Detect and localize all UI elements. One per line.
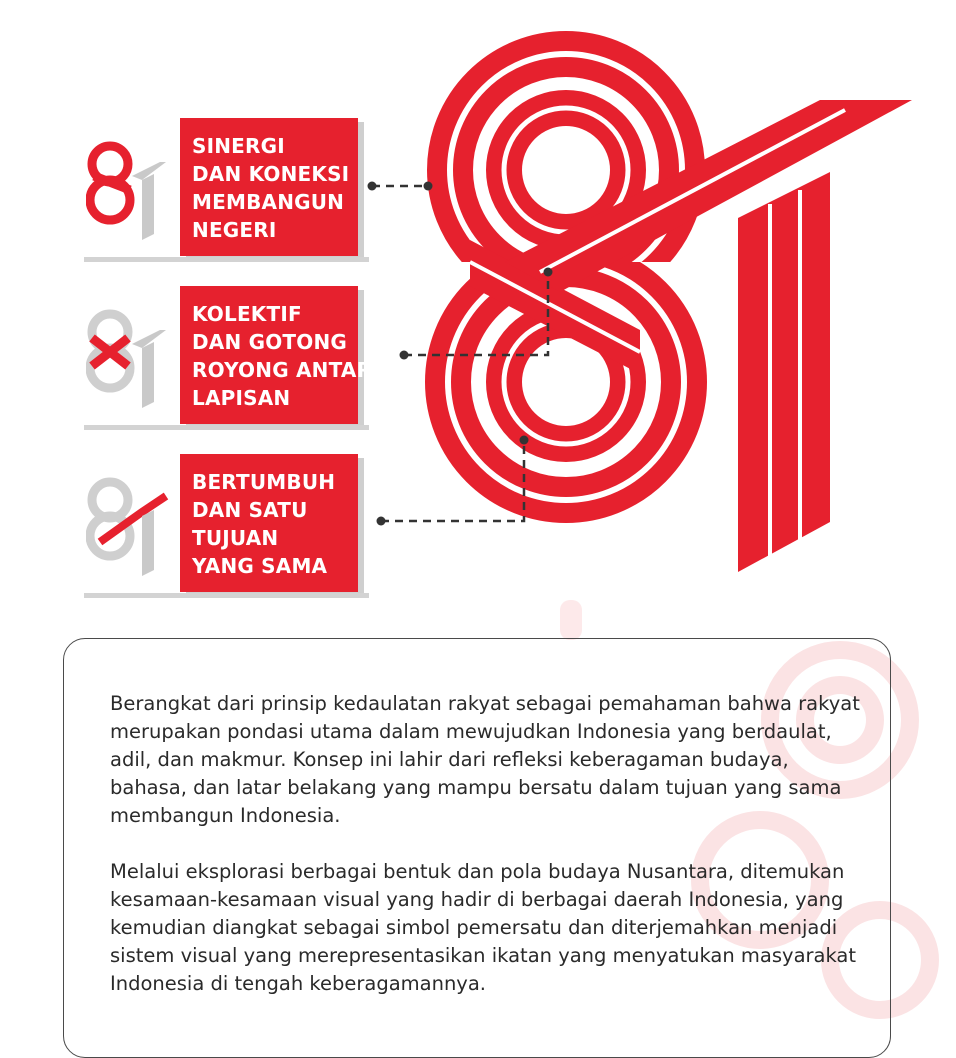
label-line: TUJUAN [192,526,279,550]
section-sinergi [84,118,404,268]
label-line: ROYONG ANTAR [192,358,373,382]
label-box-bertumbuh [180,454,358,592]
label-line: BERTUMBUH [192,470,336,494]
mini-81-bertumbuh-icon [86,472,172,582]
section-kolektif [84,286,404,436]
description-paragraph-2: Melalui eksplorasi berbagai bentuk dan pola budaya Nusantara, ditemukan kesamaan-kesamaan visual yang hadir di berbagai daerah Indonesia, yang kemudian diangkat sebagai simbol pemersatu dan diterjemahkan menjadi sistem visual yang merepresentasikan ikatan yang menyatukan masyarakat Indonesia di tengah keberagamannya. [110,860,857,995]
section-bertumbuh [84,454,404,604]
divider [84,425,369,430]
label-box-sinergi [180,118,358,256]
label-line: NEGERI [192,218,277,242]
label-line: YANG SAMA [192,554,328,578]
label-line: SINERGI [192,134,285,158]
label-text-kolektif [192,300,372,412]
label-line: KOLEKTIF [192,302,302,326]
divider [84,593,369,598]
label-text-sinergi [192,132,349,244]
label-line: LAPISAN [192,386,291,410]
label-line: MEMBANGUN [192,190,345,214]
mini-81-kolektif-icon [86,304,172,414]
label-line: DAN KONEKSI [192,162,350,186]
description-paragraph-1: Berangkat dari prinsip kedaulatan rakyat sebagai pemahaman bahwa rakyat merupakan pondasi utama dalam mewujudkan Indonesia yang berdaulat, adil, dan makmur. Konsep ini lahir dari refleksi keberagaman budaya, bahasa, dan latar belakang yang mampu bersatu dalam tujuan yang sama membangun Indonesia. [110,692,860,827]
divider [84,257,369,262]
label-text-bertumbuh [192,468,335,580]
label-line: DAN GOTONG [192,330,347,354]
label-line: DAN SATU [192,498,308,522]
label-box-kolektif [180,286,373,424]
mini-81-sinergi-icon [86,136,172,246]
